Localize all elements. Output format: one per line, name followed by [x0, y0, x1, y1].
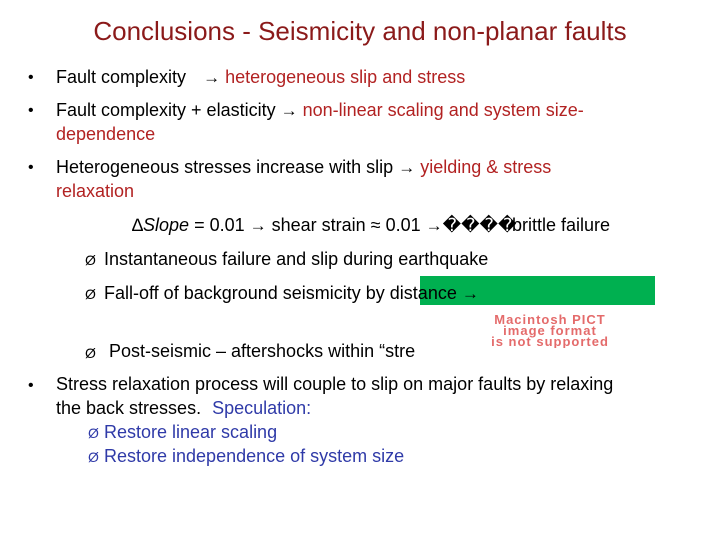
- bullet-1-text: Fault complexity: [56, 67, 187, 87]
- bullet-3: [56, 157, 551, 178]
- chevron-bullet-icon: Ø: [88, 425, 99, 441]
- garbled-glyphs: ����: [442, 215, 517, 235]
- right-arrow-icon: →: [249, 216, 267, 235]
- approx-symbol: ≈: [370, 215, 381, 235]
- pict-line-3: is not supported: [491, 334, 609, 348]
- bullet-3-result: yielding & stress: [420, 157, 552, 177]
- delta-symbol: ∆: [132, 215, 144, 235]
- sub-item-2: [104, 283, 479, 304]
- bullet-marker: •: [28, 159, 34, 176]
- final-bullet-text: the back stresses.: [56, 398, 202, 418]
- final-bullet-line-1: Stress relaxation process will couple to slip on major faults by relaxing: [56, 374, 614, 394]
- bullet-3-text: Heterogeneous stresses increase with slip: [56, 157, 394, 177]
- bullet-2-text: Fault complexity + elasticity: [56, 100, 276, 120]
- right-arrow-icon: →: [461, 284, 479, 303]
- bullet-marker: •: [28, 377, 34, 394]
- pict-line-2: image format: [503, 323, 597, 338]
- right-arrow-icon: →: [203, 68, 221, 87]
- brittle-failure-label: brittle failure: [512, 215, 611, 235]
- chevron-bullet-icon: Ø: [85, 345, 96, 361]
- speculation-label: Speculation:: [212, 398, 312, 418]
- shear-strain-label: shear strain: [266, 215, 371, 235]
- right-arrow-icon: →: [398, 158, 416, 177]
- bullet-1: [56, 67, 465, 88]
- bullet-2-result-cont: dependence: [56, 124, 156, 144]
- unsupported-image-placeholder: [442, 314, 658, 348]
- bullet-1-result: heterogeneous slip and stress: [225, 67, 466, 87]
- slope-value: = 0.01: [189, 215, 250, 235]
- strain-value: 0.01: [380, 215, 426, 235]
- sub-item-3: Post-seismic – aftershocks within “stre: [109, 341, 416, 361]
- speculation-item-2: Restore independence of system size: [104, 446, 405, 466]
- sub-item-1: Instantaneous failure and slip during earthquake: [104, 249, 489, 269]
- bullet-2-result: non-linear scaling and system size-: [302, 100, 584, 120]
- chevron-bullet-icon: Ø: [85, 286, 96, 302]
- bullet-2: [56, 100, 584, 121]
- right-arrow-icon: →: [280, 101, 298, 120]
- final-bullet-line-2: [56, 398, 311, 419]
- speculation-item-1: Restore linear scaling: [104, 422, 278, 442]
- sub-item-2-highlight: distance: [389, 283, 457, 303]
- chevron-bullet-icon: Ø: [85, 252, 96, 268]
- bullet-marker: •: [28, 69, 34, 86]
- slide-title: Conclusions - Seismicity and non-planar faults: [93, 16, 627, 46]
- chevron-bullet-icon: Ø: [88, 449, 99, 465]
- pict-line-1: Macintosh PICT: [494, 314, 606, 327]
- bullet-marker: •: [28, 102, 34, 119]
- bullet-3-result-cont: relaxation: [56, 181, 135, 201]
- right-arrow-icon: →: [425, 216, 443, 235]
- slope-label: Slope: [143, 215, 190, 235]
- sub-item-2-text: Fall-off of background seismicity by: [104, 283, 390, 303]
- slope-line: [132, 215, 516, 236]
